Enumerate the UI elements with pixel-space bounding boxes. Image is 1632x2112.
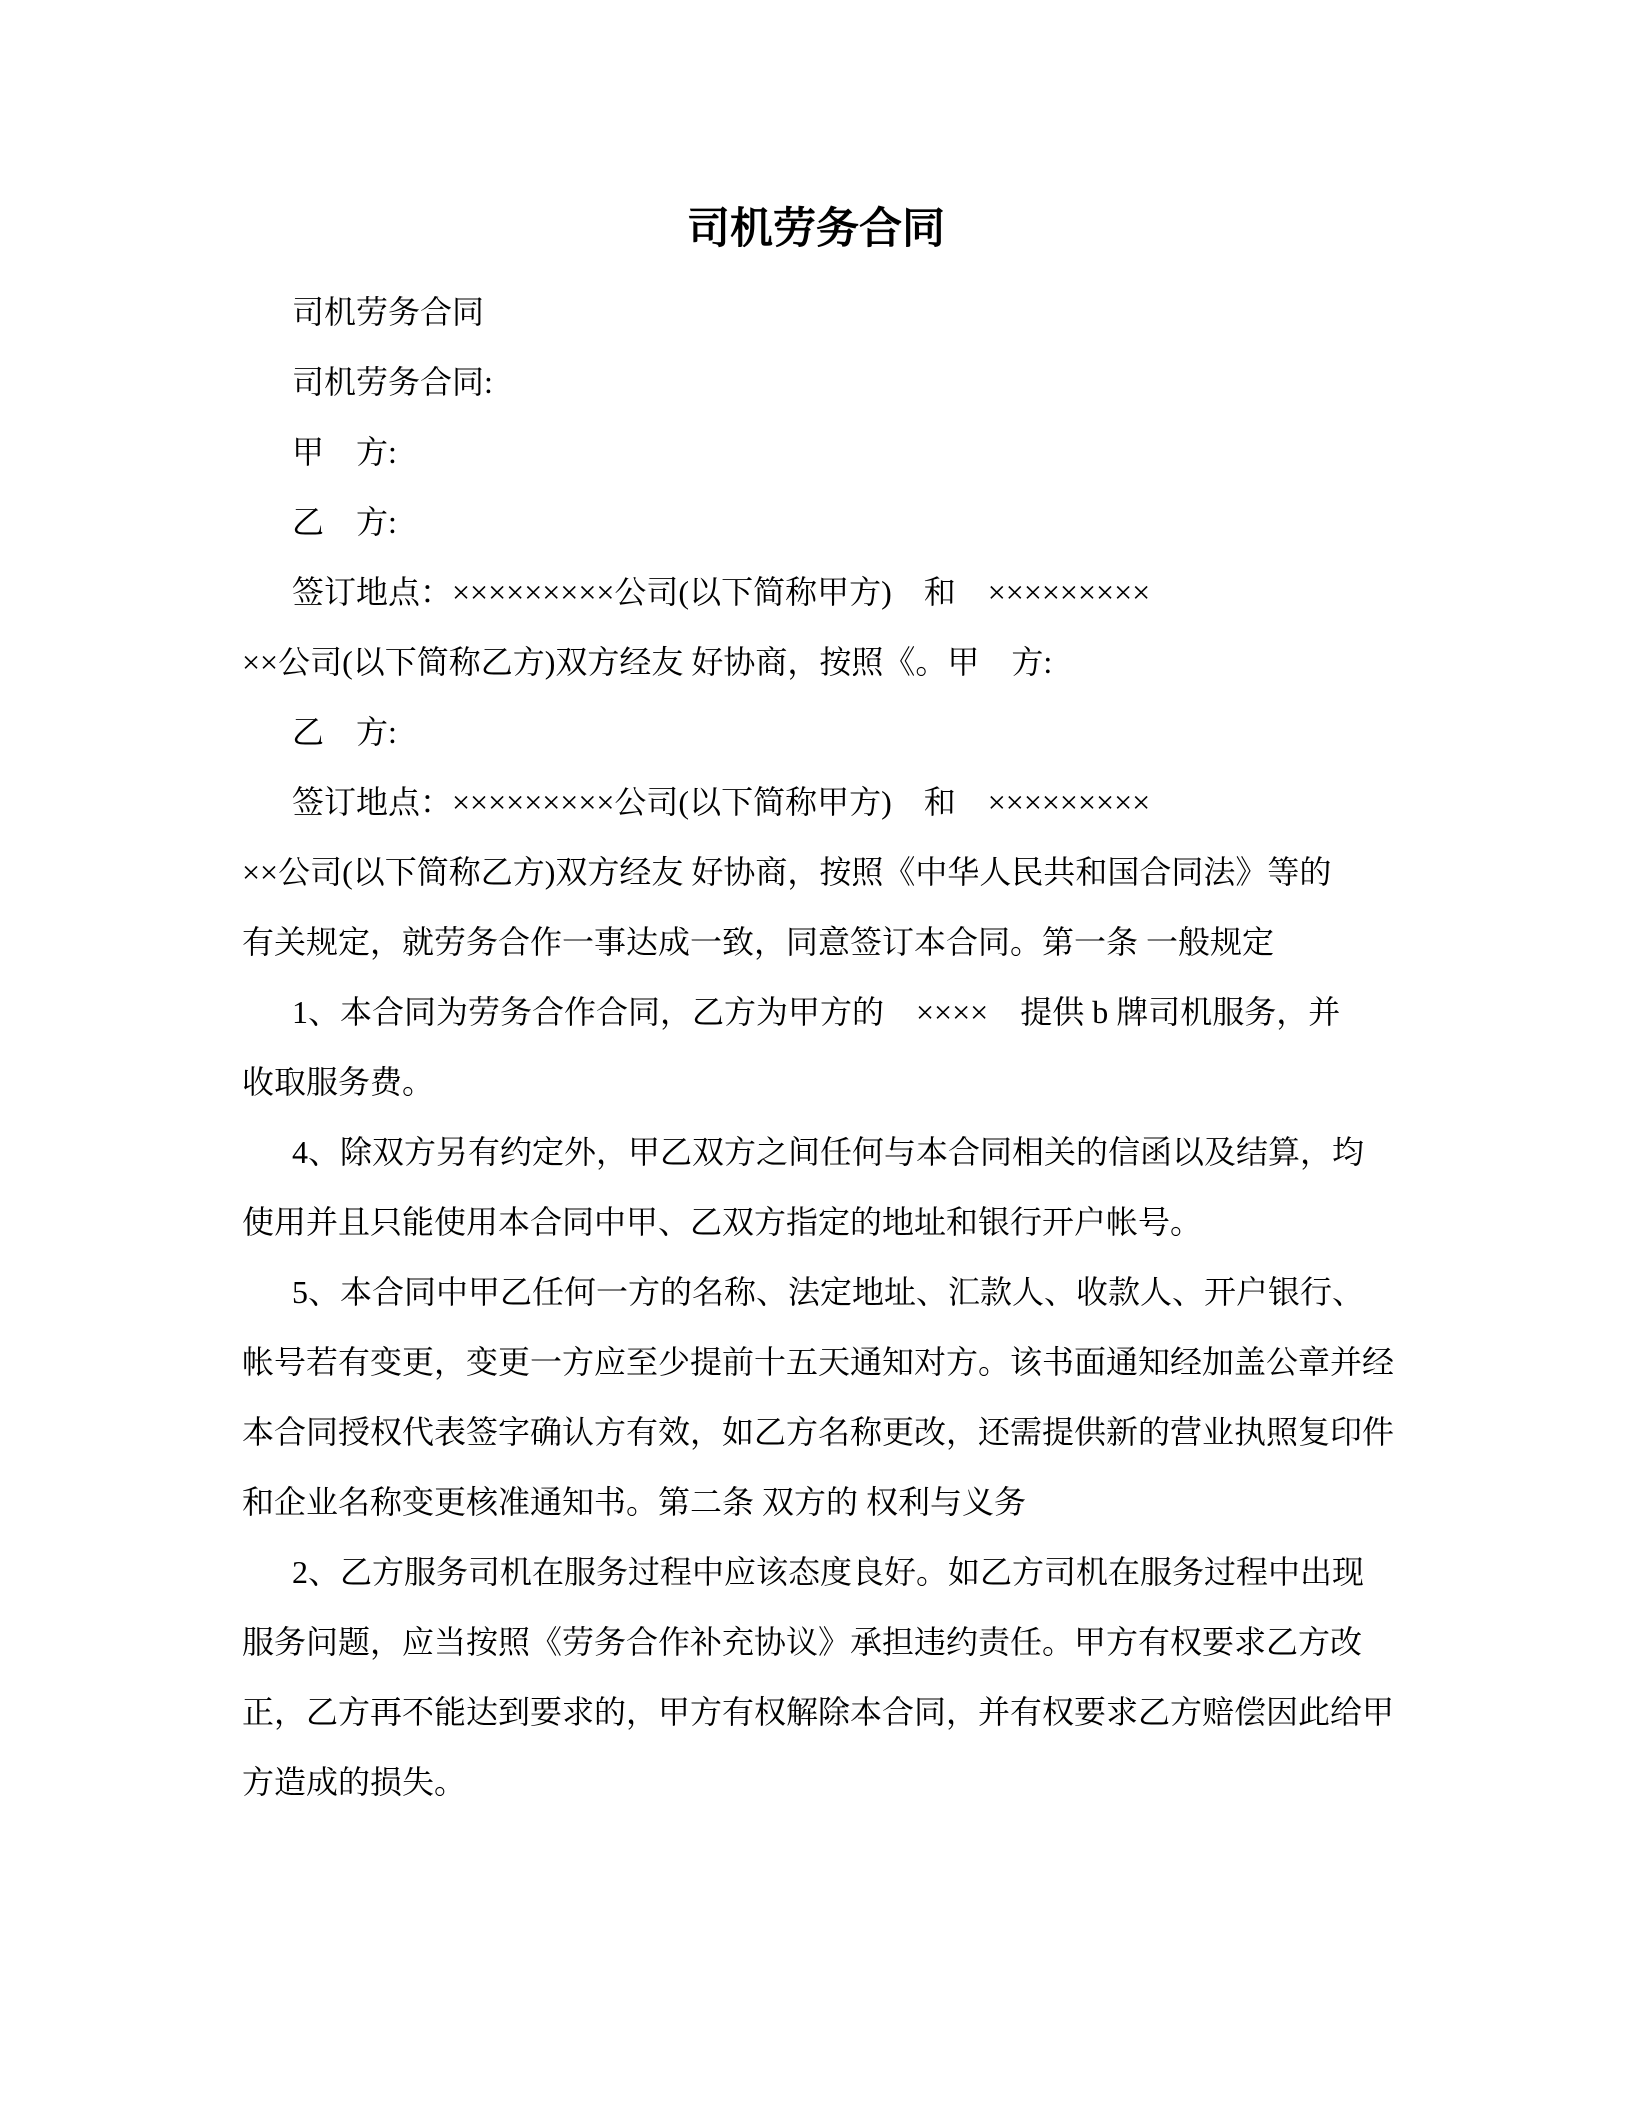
text-line: 服务问题，应当按照《劳务合作补充协议》承担违约责任。甲方有权要求乙方改	[242, 1624, 1363, 1660]
text-line: 4、除双方另有约定外，甲乙双方之间任何与本合同相关的信函以及结算，均	[292, 1134, 1365, 1170]
text-line: 帐号若有变更，变更一方应至少提前十五天通知对方。该书面通知经加盖公章并经	[242, 1344, 1395, 1380]
text-line: 甲 方:	[292, 434, 397, 470]
text-line: 司机劳务合同:	[292, 364, 493, 400]
text-line: 本合同授权代表签字确认方有效，如乙方名称更改，还需提供新的营业执照复印件	[242, 1414, 1395, 1450]
text-line: ××公司(以下简称乙方)双方经友 好协商，按照《。甲 方:	[242, 644, 1053, 680]
text-line: ××公司(以下简称乙方)双方经友 好协商，按照《中华人民共和国合同法》等的	[242, 854, 1332, 890]
text-line: 5、本合同中甲乙任何一方的名称、法定地址、汇款人、收款人、开户银行、	[292, 1274, 1365, 1310]
text-line: 乙 方:	[292, 714, 397, 750]
text-line: 有关规定，就劳务合作一事达成一致，同意签订本合同。第一条 一般规定	[242, 924, 1275, 960]
text-line: 收取服务费。	[242, 1064, 435, 1100]
text-line: 司机劳务合同	[292, 294, 485, 330]
text-line: 使用并且只能使用本合同中甲、乙双方指定的地址和银行开户帐号。	[242, 1204, 1203, 1240]
text-line: 方造成的损失。	[242, 1764, 467, 1800]
text-line: 2、乙方服务司机在服务过程中应该态度良好。如乙方司机在服务过程中出现	[292, 1554, 1365, 1590]
document-body	[242, 277, 1402, 1817]
text-line: 1、本合同为劳务合作合同，乙方为甲方的 ×××× 提供 b 牌司机服务，并	[292, 994, 1341, 1030]
text-line: 签订地点：×××××××××公司(以下简称甲方) 和 ×××××××××	[292, 784, 1151, 820]
text-line: 和企业名称变更核准通知书。第二条 双方的 权利与义务	[242, 1484, 1027, 1520]
text-line: 乙 方:	[292, 504, 397, 540]
document-title: 司机劳务合同	[687, 206, 945, 253]
text-line: 正，乙方再不能达到要求的，甲方有权解除本合同，并有权要求乙方赔偿因此给甲	[242, 1694, 1395, 1730]
text-line: 签订地点：×××××××××公司(以下简称甲方) 和 ×××××××××	[292, 574, 1151, 610]
